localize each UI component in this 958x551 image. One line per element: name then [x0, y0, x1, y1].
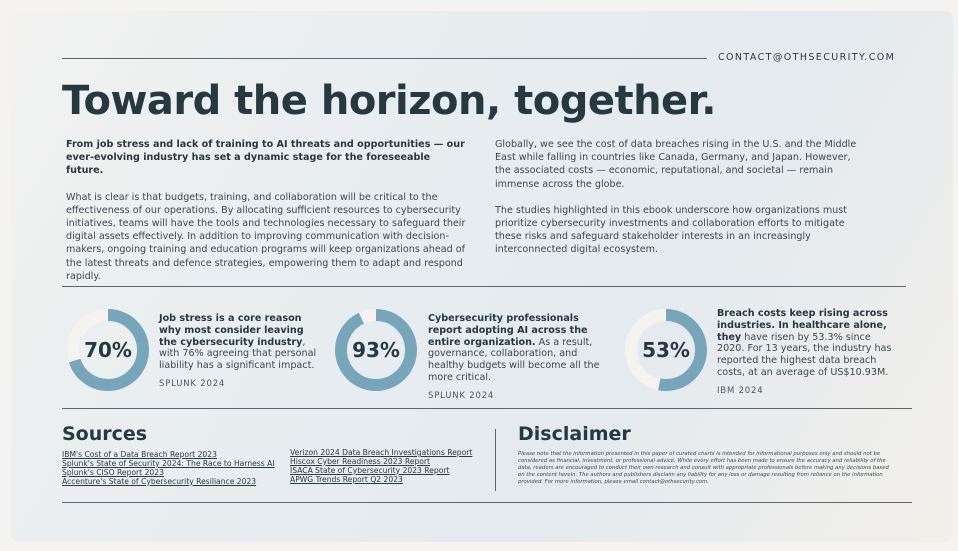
intro-lead: From job stress and lack of training to AI threats and opportunities — our ever-evolving industry has set a dynamic stage for the foreseeable future.	[66, 139, 465, 177]
stat-3-source: IBM 2024	[717, 385, 764, 396]
ebook-page	[11, 11, 953, 542]
page-title: Toward the horizon, together.	[62, 78, 716, 124]
source-link[interactable]: Verizon 2024 Data Breach Investigations Report	[290, 448, 473, 457]
disclaimer-text: Please note that the information presented in this paper of curated charts is intended for informational purposes only and should not be considered as financial, investment, or professional advice. While every effort has been made to ensure the accuracy and reliability of the data, readers are encouraged to conduct their own research and consult with appropriate professionals before making any decisions based on the content herein. The authors and publishers disclaim any liability for any loss or damage resulting from reliance on the information provided. For more information, please email contact@othsecurity.com.	[518, 451, 889, 485]
stat-1-source: SPLUNK 2024	[159, 378, 226, 389]
disclaimer-heading: Disclaimer	[518, 423, 631, 445]
donut-percent-3: 53%	[642, 338, 690, 362]
stats-bottom-rule	[62, 408, 912, 409]
footer-rule	[62, 502, 912, 503]
source-link[interactable]: APWG Trends Report Q2 2023	[290, 474, 403, 484]
intro-left-column	[66, 138, 466, 296]
header-rule	[62, 58, 707, 59]
stat-1-body: , with 76% agreeing that personal liability has a significant impact.	[159, 336, 317, 372]
stat-text-2	[428, 313, 606, 403]
donut-percent-1: 70%	[84, 338, 132, 362]
donut-percent-2: 93%	[352, 338, 400, 362]
intro-paragraph-1: What is clear is that budgets, training, and collaboration will be critical to the effectiveness of our operations. By allocating sufficient resources to cybersecurity initiatives, teams will have the tools and technologies necessary to safeguard their digital assets effectively. In addition to improving communication with decision-makers, ongoing training and education programs will keep organizations ahead of the latest threats and defence strategies, empowering them to adapt and respond rapidly.	[66, 191, 466, 282]
contact-email[interactable]: CONTACT@OTHSECURITY.COM	[718, 52, 896, 63]
stat-text-3	[717, 308, 901, 398]
stat-2-bold: Cybersecurity professionals report adopting AI across the entire organization.	[428, 313, 588, 348]
stat-3-body: have risen by 53.3% since 2020. For 13 years, the industry has reported the highest data breach costs, at an average of US$10.93M.	[717, 331, 892, 378]
source-link[interactable]: Hiscox Cyber Readiness 2023 Report	[290, 456, 431, 466]
source-link[interactable]: Accenture's State of Cybersecurity Resiliance 2023	[62, 476, 257, 486]
stat-1-bold: Job stress is a core reason why most consider leaving the cybersecurity industry	[159, 313, 304, 348]
source-link[interactable]: ISACA State of Cybersecurity 2023 Report	[290, 465, 450, 475]
stat-text-1	[159, 313, 319, 391]
intro-paragraph-3: The studies highlighted in this ebook underscore how organizations must prioritize cybersecurity investments and collaboration efforts to mitigate these risks and safeguard stakeholder interests in an increasingly interconnected digital ecosystem.	[495, 204, 848, 256]
stat-3-bold: Breach costs keep rising across industries. In healthcare alone, they	[717, 308, 888, 343]
intro-right-column	[495, 138, 857, 270]
donut-chart-1	[65, 307, 151, 393]
sources-list-1	[62, 451, 275, 487]
sources-heading: Sources	[62, 423, 148, 445]
stats-top-rule	[62, 286, 906, 287]
sources-list-2	[290, 449, 472, 485]
source-link[interactable]: Splunk's CISO Report 2023	[62, 467, 164, 477]
stat-2-body: As a result, governance, collaboration, and healthy budgets will become all the more critical.	[428, 336, 600, 383]
source-link[interactable]: IBM's Cost of a Data Breach Report 2023	[62, 450, 217, 459]
stat-2-source: SPLUNK 2024	[428, 390, 495, 401]
section-divider	[495, 429, 496, 491]
source-link[interactable]: Splunk's State of Security 2024: The Race to Harness AI	[62, 458, 275, 468]
donut-chart-3	[623, 307, 709, 393]
donut-chart-2	[333, 307, 419, 393]
intro-paragraph-2: Globally, we see the cost of data breaches rising in the U.S. and the Middle East while falling in countries like Canada, Germany, and Japan. However, the associated costs — economic, reputational, and societal — remain immense across the globe.	[495, 139, 857, 190]
